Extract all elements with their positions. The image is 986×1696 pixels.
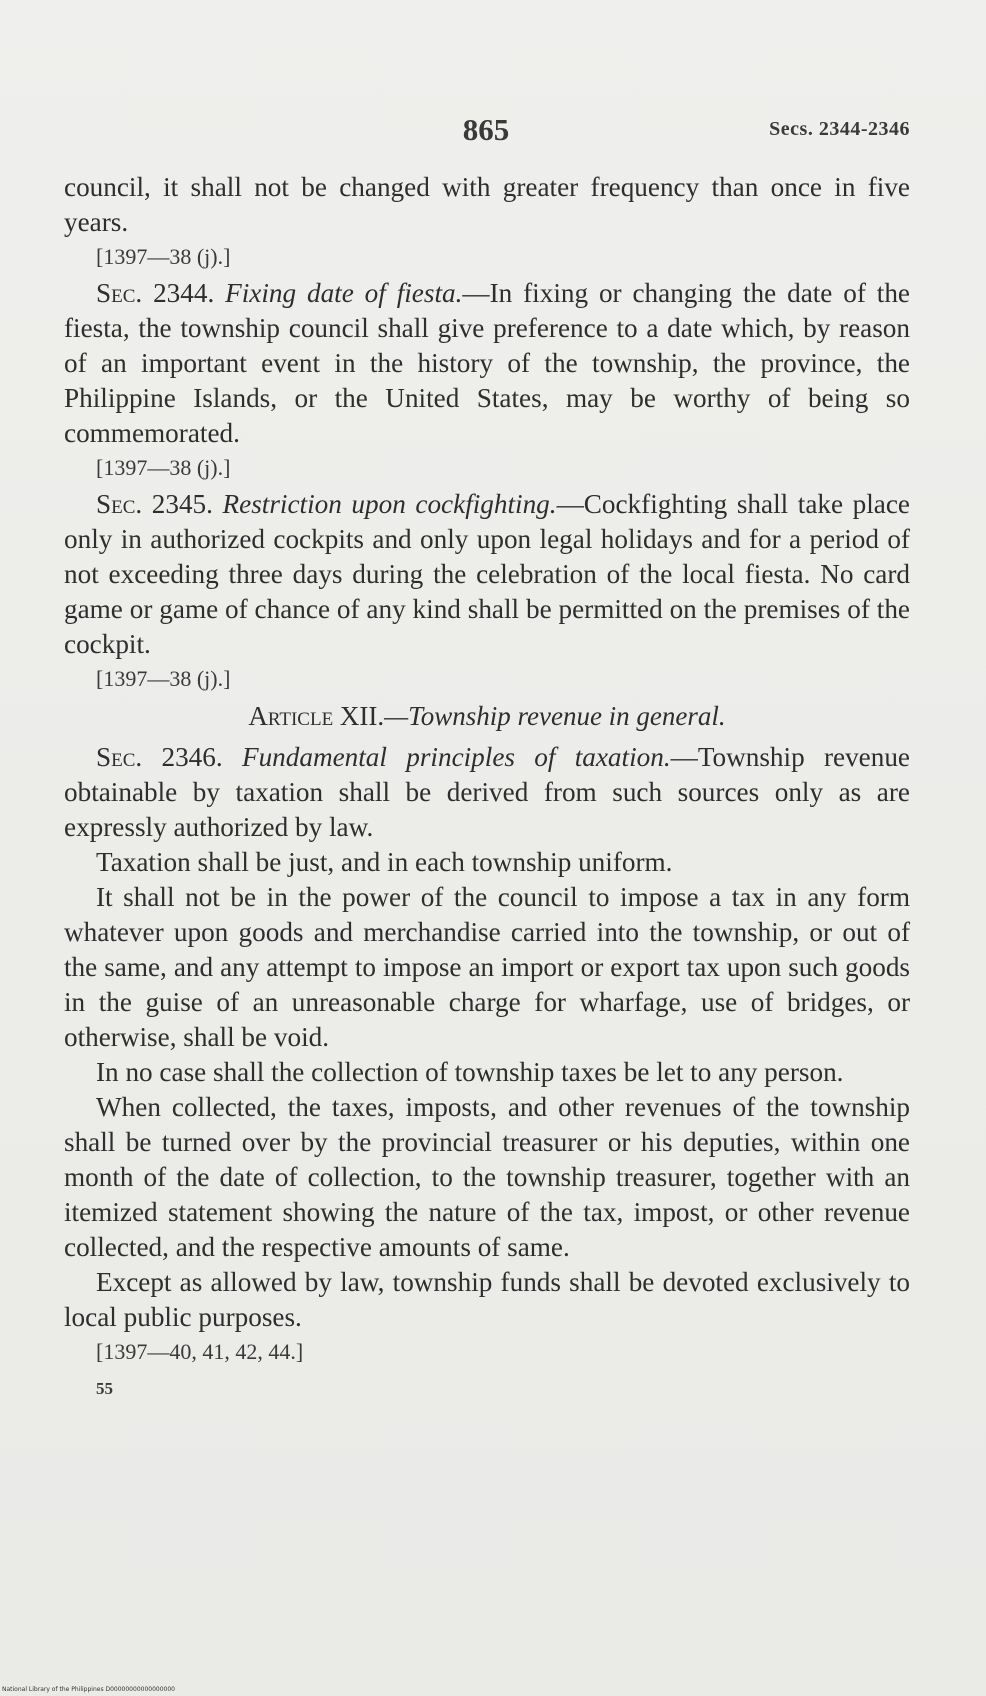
running-head: Secs. 2344-2346 — [769, 118, 910, 140]
continuation-paragraph: council, it shall not be changed with greater frequency than once in five years. — [64, 172, 910, 237]
section-text: —Township revenue obtainable by taxation shall be derived from such sources only as are expressly authorized by law. — [64, 742, 910, 842]
section-title: Fundamental principles of taxation. — [241, 742, 671, 772]
signature-mark: 55 — [96, 1379, 113, 1398]
page-header — [62, 112, 910, 152]
citation: [1397—38 (j).] — [96, 666, 231, 691]
section-2346 — [64, 740, 910, 845]
citation: [1397—38 (j).] — [96, 244, 231, 269]
paragraph-except: Except as allowed by law, township funds shall be devoted exclusively to local public purposes. — [64, 1267, 910, 1332]
paragraph-power: It shall not be in the power of the council to impose a tax in any form whatever upon goods and merchandise carried into the township, or out of the same, and any attempt to impose an import or export tax upon such goods in the guise of an unreasonable charge for wharfage, use of bridges, or otherwise, shall be void. — [64, 882, 910, 1052]
section-text: —Cockfighting shall take place only in authorized cockpits and only upon legal holidays and for a period of not exceeding three days during the celebration of the local fiesta. No card game or game of chance of any kind shall be permitted on the premises of the cockpit. — [64, 489, 910, 659]
section-label: Sec. 2344. — [96, 278, 215, 308]
section-title: Restriction upon cockfighting. — [222, 489, 557, 519]
section-2344 — [64, 276, 910, 451]
article-title: —Township revenue in general. — [384, 701, 726, 731]
section-title: Fixing date of fiesta. — [225, 278, 463, 308]
section-label: Sec. 2346. — [96, 742, 223, 772]
section-label: Sec. 2345. — [96, 489, 213, 519]
archive-footer: National Library of the Philippines D00000000000000000 — [2, 1686, 175, 1693]
citation: [1397—40, 41, 42, 44.] — [96, 1339, 304, 1364]
section-2345 — [64, 487, 910, 662]
citation: [1397—38 (j).] — [96, 455, 231, 480]
section-text: —In fixing or changing the date of the fiesta, the township council shall give preference to a date which, by reason of an important event in the history of the township, the province, the Philippine Islands, or the United States, may be worthy of being so commemorated. — [64, 278, 910, 448]
page-number: 865 — [462, 112, 510, 147]
paragraph-taxation: Taxation shall be just, and in each township uniform. — [96, 847, 673, 877]
article-label: Article XII. — [248, 701, 385, 731]
article-heading — [64, 699, 910, 734]
paragraph-collected: When collected, the taxes, imposts, and other revenues of the township shall be turned over by the provincial treasurer or his deputies, within one month of the date of collection, to the township treasurer, together with an itemized statement showing the nature of the tax, impost, or other revenue collected, and the respective amounts of same. — [64, 1092, 910, 1262]
page-body — [64, 170, 910, 1406]
paragraph-collection: In no case shall the collection of township taxes be let to any person. — [96, 1057, 844, 1087]
